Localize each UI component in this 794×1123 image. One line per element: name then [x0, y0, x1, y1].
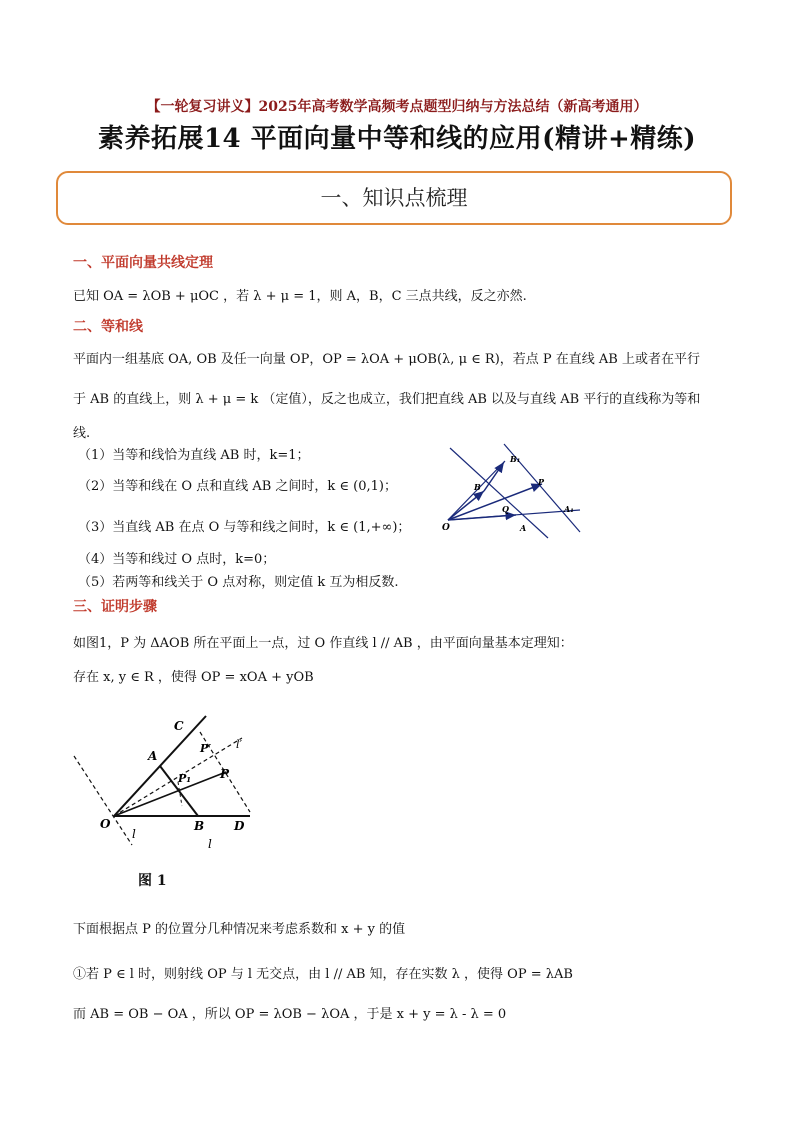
fig1-label-l-bottom: l	[208, 837, 212, 851]
list-item: （3）当直线 AB 在点 O 与等和线之间时，k ∈ (1,+∞)；	[78, 520, 411, 535]
section3-heading: 三、证明步骤	[73, 599, 157, 615]
figure-1	[70, 710, 260, 860]
series-title: 【一轮复习讲义】2025年高考数学高频考点题型归纳与方法总结（新高考通用）	[146, 99, 648, 115]
section2-para-line1: 平面内一组基底 OA, OB 及任一向量 OP，OP = λOA + μOB(λ, μ ∈ R)，若点 P 在直线 AB 上或者在平行	[73, 352, 700, 367]
section2-heading: 二、等和线	[73, 319, 143, 335]
fig1-label-O: O	[100, 817, 111, 831]
section-banner	[56, 171, 732, 225]
section1-text: 已知 OA = λOB + μOC ，若 λ + μ = 1，则 A，B，C 三点共线，反之亦然.	[73, 289, 527, 304]
fig-label-B: B	[474, 482, 481, 492]
fig1-label-B: B	[194, 819, 205, 833]
fig1-label-P: P	[220, 767, 230, 781]
line-AB	[450, 448, 548, 538]
fig-label-B1: B₁	[510, 454, 521, 464]
fig-label-P: P	[538, 477, 545, 487]
fig-label-Q: Q	[502, 504, 509, 514]
page-title: 素养拓展14 平面向量中等和线的应用(精讲+精练)	[97, 124, 697, 154]
list-item: （5）若两等和线关于 O 点对称，则定值 k 互为相反数.	[78, 575, 399, 590]
fig1-label-l: l	[132, 827, 136, 841]
vector-BB1	[484, 462, 504, 491]
section2-para-line3: 线.	[73, 426, 91, 441]
fig1-label-A: A	[148, 749, 158, 763]
fig1-label-D: D	[234, 819, 245, 833]
fig1-label-C: C	[174, 719, 184, 733]
figure-1-caption: 图 1	[138, 873, 167, 889]
section3-line1: 如图1，P 为 ΔAOB 所在平面上一点，过 O 作直线 l // AB ，由平面向量基本定理知：	[73, 636, 573, 651]
section3-line4: ①若 P ∈ l 时，则射线 OP 与 l 无交点，由 l // AB 知，存在实数 λ ，使得 OP = λAB	[73, 967, 573, 982]
fig-label-A: A	[520, 523, 527, 533]
fig1-label-P-prime: P′	[200, 742, 212, 755]
vector-OB	[448, 491, 484, 520]
section2-para-line2: 于 AB 的直线上，则 λ + μ = k （定值），反之也成立，我们把直线 AB 以及与直线 AB 平行的直线称为等和	[73, 392, 701, 407]
fig-label-O: O	[442, 523, 450, 533]
list-item: （4）当等和线过 O 点时，k=0；	[78, 552, 276, 567]
section3-line5: 而 AB = OB − OA ，所以 OP = λOB − λOA ，于是 x + y = λ - λ = 0	[73, 1007, 507, 1022]
banner-label: 一、知识点梳理	[320, 186, 468, 210]
fig1-label-l-prime: l′	[236, 738, 243, 751]
section3-line2: 存在 x, y ∈ R ，使得 OP = xOA + yOB	[73, 670, 314, 685]
section1-heading: 一、平面向量共线定理	[73, 255, 213, 271]
equal-sum-line-figure	[430, 440, 600, 540]
list-item: （2）当等和线在 O 点和直线 AB 之间时，k ∈ (0,1)；	[78, 479, 397, 494]
list-item: （1）当等和线恰为直线 AB 时，k=1；	[78, 448, 310, 463]
fig1-label-P1: P₁	[178, 772, 192, 785]
section3-line3: 下面根据点 P 的位置分几种情况来考虑系数和 x + y 的值	[73, 922, 406, 937]
fig-label-A1: A₁	[564, 504, 574, 514]
line-l	[74, 756, 132, 845]
